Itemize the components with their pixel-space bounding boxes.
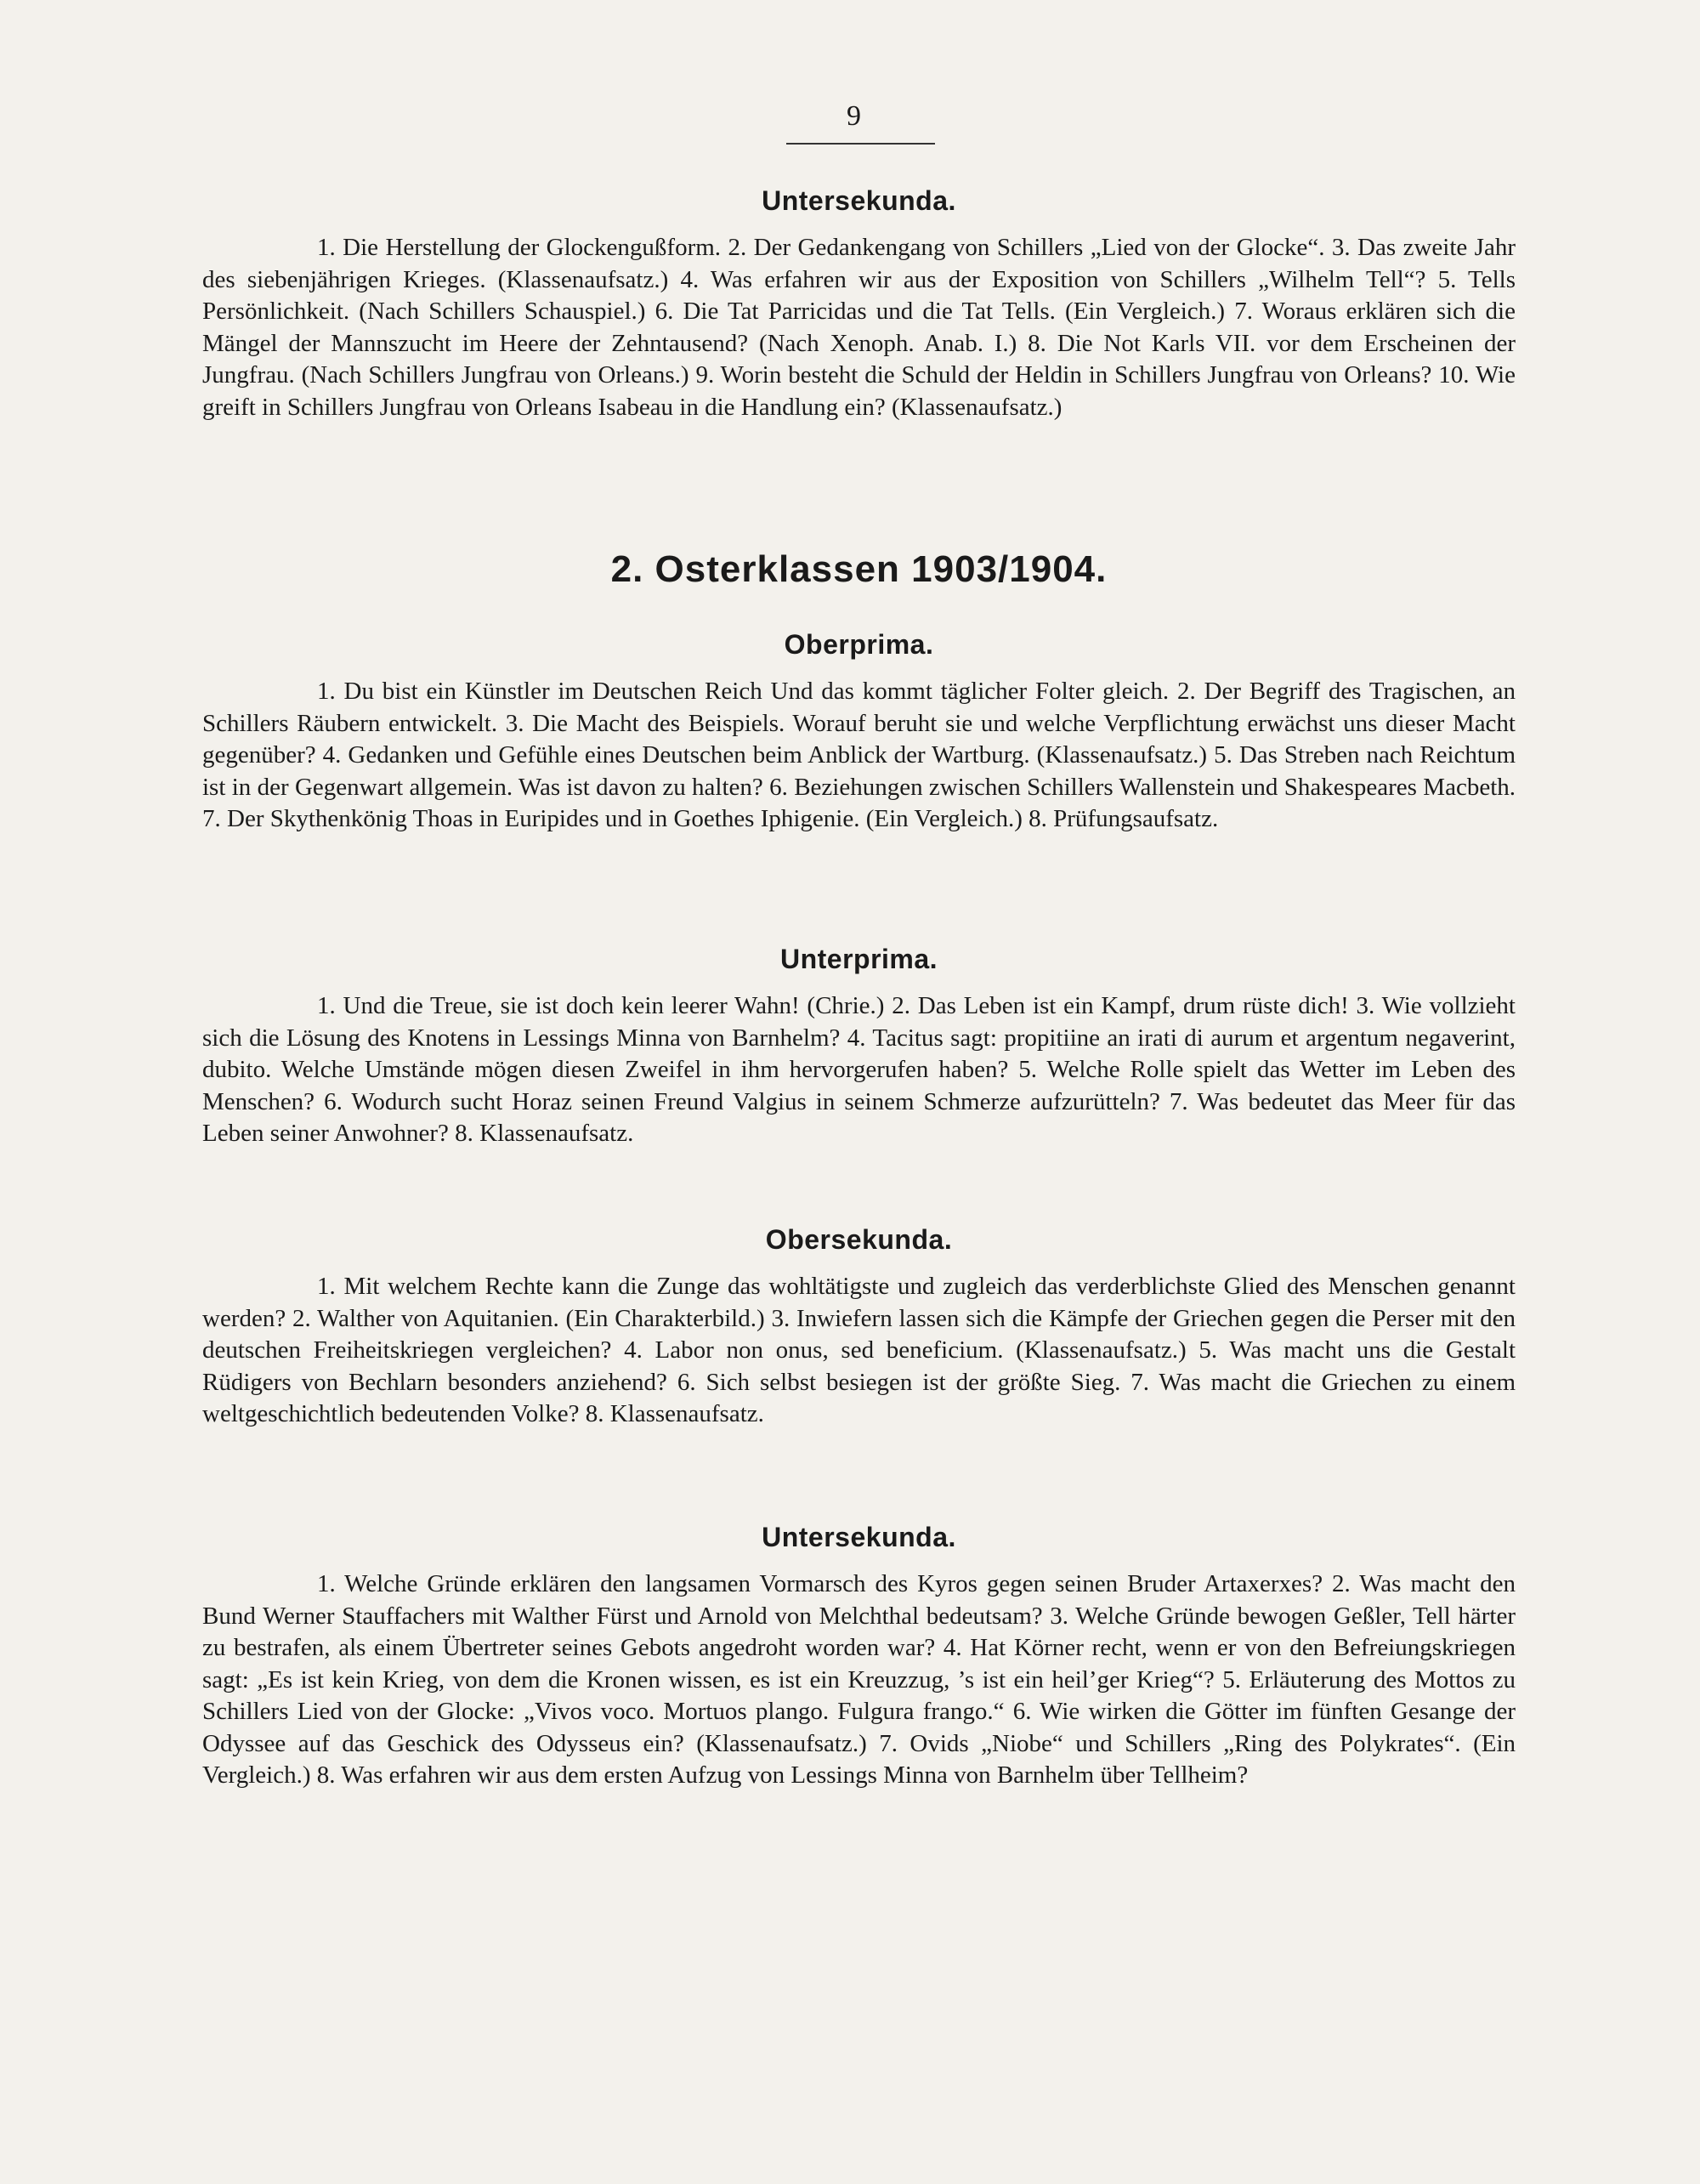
section-oberprima (202, 629, 1516, 836)
section-untersekunda-1902 (202, 185, 1516, 423)
section-text: 1. Welche Gründe erklären den langsamen Vormarsch des Kyros gegen seinen Bruder Artaxerxes? 2. Was macht den Bund Werner Stauffachers mit Walther Fürst und Arnold von Melchthal bedeutsam? 3. Welche Gründe bewogen Geßler, Tell härter zu bestrafen, als einem Übertreter seines Gebots angedroht worden war? 4. Hat Körner recht, wenn er von den Befreiungskriegen sagt: „Es ist kein Krieg, von dem die Kronen wissen, es ist ein Kreuzzug, ’s ist ein heil’ger Krieg“? 5. Erläuterung des Mottos zu Schillers Lied von der Glocke: „Vivos voco. Mortuos plango. Fulgura frango.“ 6. Wie wirken die Götter im fünften Gesange der Odyssee auf das Geschick des Odysseus ein? (Klassenaufsatz.) 7. Ovids „Niobe“ und Schillers „Ring des Polykrates“. (Ein Vergleich.) 8. Was erfahren wir aus dem ersten Aufzug von Lessings Minna von Barnhelm über Tellheim? (202, 1570, 1516, 1789)
page-number: 9 (847, 100, 862, 132)
section-untersekunda-1903 (202, 1522, 1516, 1792)
section-heading: Untersekunda. (762, 185, 956, 216)
section-text: 1. Du bist ein Künstler im Deutschen Reich Und das kommt täglicher Folter gleich. 2. Der Begriff des Tragischen, an Schillers Räubern entwickelt. 3. Die Macht des Beispiels. Worauf beruht sie und welche Verpflichtung erwächst uns dieser Macht gegenüber? 4. Gedanken und Gefühle eines Deutschen beim Anblick der Wartburg. (Klassenaufsatz.) 5. Das Streben nach Reichtum ist in der Gegenwart allgemein. Was ist davon zu halten? 6. Beziehungen zwischen Schillers Wallenstein und Shakespeares Macbeth. 7. Der Skythenkönig Thoas in Euripides und in Goethes Iphigenie. (Ein Vergleich.) 8. Prüfungsaufsatz. (202, 678, 1516, 832)
section-heading: Oberprima. (784, 629, 934, 660)
section-heading: Obersekunda. (765, 1224, 953, 1255)
section-text: 1. Mit welchem Rechte kann die Zunge das wohltätigste und zugleich das verderblichste Glied des Menschen genannt werden? 2. Walther von Aquitanien. (Ein Charakterbild.) 3. Inwiefern lassen sich die Kämpfe der Griechen gegen die Perser mit den deutschen Freiheitskriegen vergleichen? 4. Labor non onus, sed beneficium. (Klassenaufsatz.) 5. Was macht uns die Gestalt Rüdigers von Bechlarn besonders anziehend? 6. Sich selbst besiegen ist der größte Sieg. 7. Was macht die Griechen zu einem weltgeschichtlich bedeutenden Volke? 8. Klassenaufsatz. (202, 1273, 1516, 1427)
section-heading: Untersekunda. (762, 1522, 956, 1552)
section-heading: Unterprima. (779, 944, 938, 974)
major-heading: 2. Osterklassen 1903/1904. (610, 548, 1108, 590)
section-osterklassen (202, 548, 1516, 603)
section-unterprima (202, 944, 1516, 1150)
section-text: 1. Und die Treue, sie ist doch kein leerer Wahn! (Chrie.) 2. Das Leben ist ein Kampf, drum rüste dich! 3. Wie vollzieht sich die Lösung des Knotens in Lessings Minna von Barnhelm? 4. Tacitus sagt: propitiine an irati di aurum et argentum negaverint, dubito. Welche Umstände mögen diesen Zweifel in ihm hervorgerufen haben? 5. Welche Rolle spielt das Wetter im Leben des Menschen? 6. Wodurch sucht Horaz seinen Freund Valgius in seinem Schmerze aufzurütteln? 7. Was bedeutet das Meer für das Leben seiner Anwohner? 8. Klassenaufsatz. (202, 992, 1516, 1147)
section-text: 1. Die Herstellung der Glockengußform. 2. Der Gedankengang von Schillers „Lied von der Glocke“. 3. Das zweite Jahr des siebenjährigen Krieges. (Klassenaufsatz.) 4. Was erfahren wir aus der Exposition von Schillers „Wilhelm Tell“? 5. Tells Persönlichkeit. (Nach Schillers Schauspiel.) 6. Die Tat Parricidas und die Tat Tells. (Ein Vergleich.) 7. Woraus erklären sich die Mängel der Mannszucht im Heere der Zehntausend? (Nach Xenoph. Anab. I.) 8. Die Not Karls VII. vor dem Erscheinen der Jungfrau. (Nach Schillers Jungfrau von Orleans.) 9. Worin besteht die Schuld der Heldin in Schillers Jungfrau von Orleans? 10. Wie greift in Schillers Jungfrau von Orleans Isabeau in die Handlung ein? (Klassenaufsatz.) (202, 234, 1516, 421)
page-number-rule (786, 143, 935, 145)
section-obersekunda (202, 1224, 1516, 1431)
